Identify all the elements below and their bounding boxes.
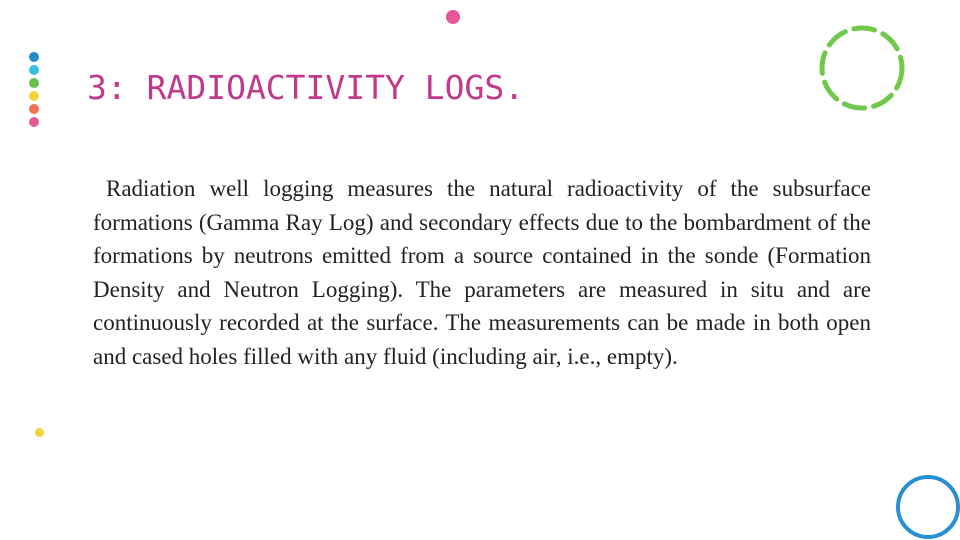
pink-dot-icon — [29, 117, 39, 127]
yellow-dot-icon — [29, 91, 39, 101]
slide-title: 3: RADIOACTIVITY LOGS. — [87, 68, 525, 107]
blue-dot-icon — [29, 52, 39, 62]
body-paragraph: Radiation well logging measures the natural radioactivity of the subsurface formations (Gamma Ray Log) and secondary effects due to the bombardment of the formations by neutrons emitted from a source contained in the sonde (Formation Density and Neutron Logging). The parameters are measured in situ and are continuously recorded at the surface. The measurements can be made in both open and cased holes filled with any fluid (including air, i.e., empty). — [93, 176, 871, 369]
orange-dot-icon — [29, 104, 39, 114]
top-pink-dot-icon — [446, 10, 460, 24]
cyan-dot-icon — [29, 65, 39, 75]
small-yellow-dot-icon — [35, 428, 44, 437]
ring-icon — [891, 470, 960, 540]
dashed-circle-icon — [812, 18, 912, 118]
green-dot-icon — [29, 78, 39, 88]
